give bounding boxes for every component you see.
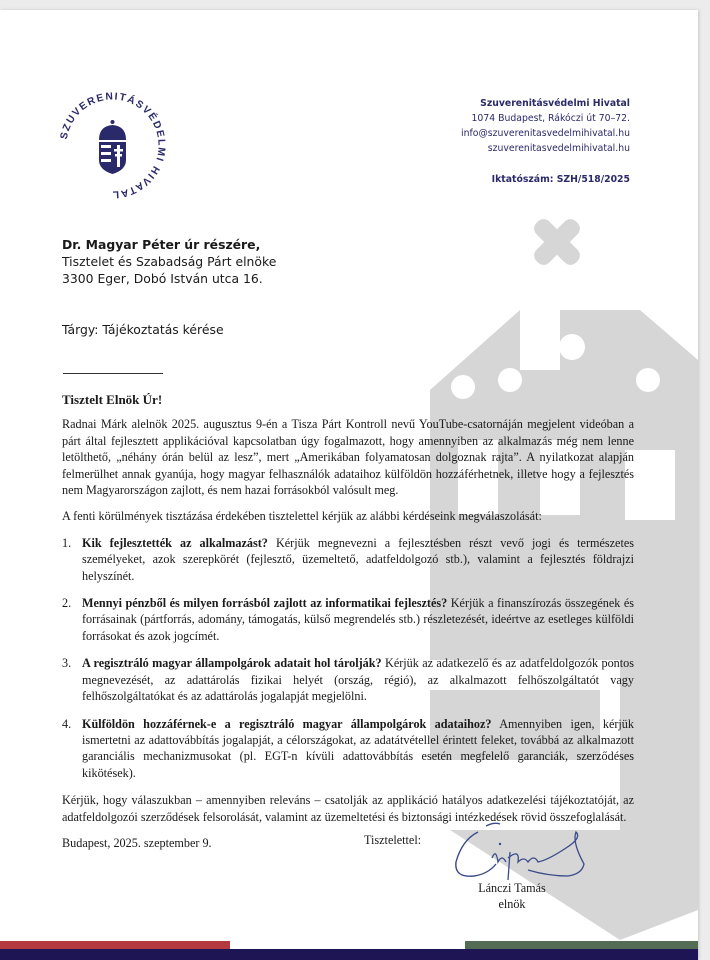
question-title: A regisztráló magyar állampolgárok adatait hol tárolják? [82,656,382,671]
place-date: Budapest, 2025. szeptember 9. [62,835,212,850]
question-item [62,535,634,584]
signer-role: elnök [498,897,526,911]
sender-block [461,96,630,187]
salutation: Tisztelt Elnök Úr! [62,392,163,407]
recipient-address: 3300 Eger, Dobó István utca 16. [62,271,263,286]
letter-body [62,392,634,851]
signer-name: Lánczi Tamás [478,881,546,895]
question-detail: Kérjük megnevezni a fejlesztésben részt vevő jogi és természetes személyeket, azok szerepkörét (fejlesztő, üzemeltető, adatfeldolgozó stb.), valamint a fejlesztés földrajzi helyszínét. [82,535,634,583]
divider [63,373,163,374]
question-number: 2. [62,596,72,611]
closing-request: Kérjük, hogy válaszukban – amennyiben releváns – csatolják az applikáció hatályos adatkezelési tájékoztatóját, az adatfeldolgozói szerződések felsorolását, valamint az üzemeltetési és biztonsági intézkedések rövid összefoglalását. [62,793,634,824]
sender-address: 1074 Budapest, Rákóczi út 70–72. [471,113,630,124]
question-list [62,535,634,781]
request-lead: A fenti körülmények tisztázása érdekében tisztelettel kérjük az alábbi kérdéseink megválaszolását: [62,509,542,524]
valediction: Tisztelettel: [364,833,422,847]
question-number: 3. [62,656,72,671]
footer-stripe-red [0,941,230,949]
question-item [62,595,634,644]
question-title: Külföldön hozzáférnek-e a regisztráló magyar állampolgárok adataihoz? [82,716,492,731]
seal-logo [55,88,170,203]
seal-ring-text: SZUVERENITÁSVÉDELMI HIVATAL [58,91,167,200]
letter-page [0,10,698,960]
question-detail: Kérjük a finanszírozás összegének és forrásainak (pártforrás, adomány, támogatás, külső megrendelés stb.) részletezését, ideértve az esetleges külföldi forrásokat és azok jogcímét. [82,596,634,643]
subject-line: Tárgy: Tájékoztatás kérése [62,322,224,337]
sender-email[interactable]: info@szuverenitasvedelmihivatal.hu [461,128,630,139]
question-number: 1. [62,535,72,550]
recipient-block [62,236,276,287]
sender-organization: Szuverenitásvédelmi Hivatal [480,98,630,109]
registration-number: Iktatószám: SZH/518/2025 [491,174,630,185]
question-detail: Amennyiben igen, kérjük ismertetni az adattovábbítás jogalapját, a célországokat, az adatátvétellel érintett feleket, továbbá az alkalmazott garanciális mechanizmusokat (pl. EGT-n kívüli adattovábbítás esetén megfelelő garanciák, szerződéses kikötések). [82,716,634,780]
sender-website[interactable]: szuverenitasvedelmihivatal.hu [487,143,630,154]
coat-of-arms-icon [99,120,126,174]
question-title: Mennyi pénzből és milyen forrásból zajlott az informatikai fejlesztés? [82,596,448,611]
handwritten-signature [448,818,608,888]
question-detail: Kérjük az adatkezelő és az adatfeldolgozók pontos megnevezését, az adattárolás fizikai helyét (ország, régió), az alkalmazott felhőszolgáltatót vagy felhőszolgáltatókat és az adattárolás jogalapját megjelölni. [82,656,634,704]
intro-paragraph: Radnai Márk alelnök 2025. augusztus 9-én a Tisza Párt Kontroll nevű YouTube-csatornáján megjelent videóban a párt által fejlesztett applikációval kapcsolatban úgy fogalmazott, hogy amennyiben az alkalmazás még nem lenne letölthető, „néhány órán belül az lesz”, mert „Amerikában folyamatosan dolgoznak rajta”. A nyilatkozat alapján felmerülhet annak gyanúja, hogy magyar felhasználók adataihoz külföldön hozzáférhetnek, illetve hogy a fejlesztés nem Magyarországon zajlott, és nem hazai forrásokból valósult meg. [62,417,634,498]
signer-block [462,880,562,912]
footer-band-navy [0,949,698,960]
footer-stripe-green [465,941,698,949]
recipient-name: Dr. Magyar Péter úr részére, [62,237,261,252]
recipient-title: Tisztelet és Szabadság Párt elnöke [62,254,277,269]
question-number: 4. [62,716,72,731]
question-item [62,655,634,704]
question-title: Kik fejlesztették az alkalmazást? [82,535,268,550]
question-item [62,716,634,782]
